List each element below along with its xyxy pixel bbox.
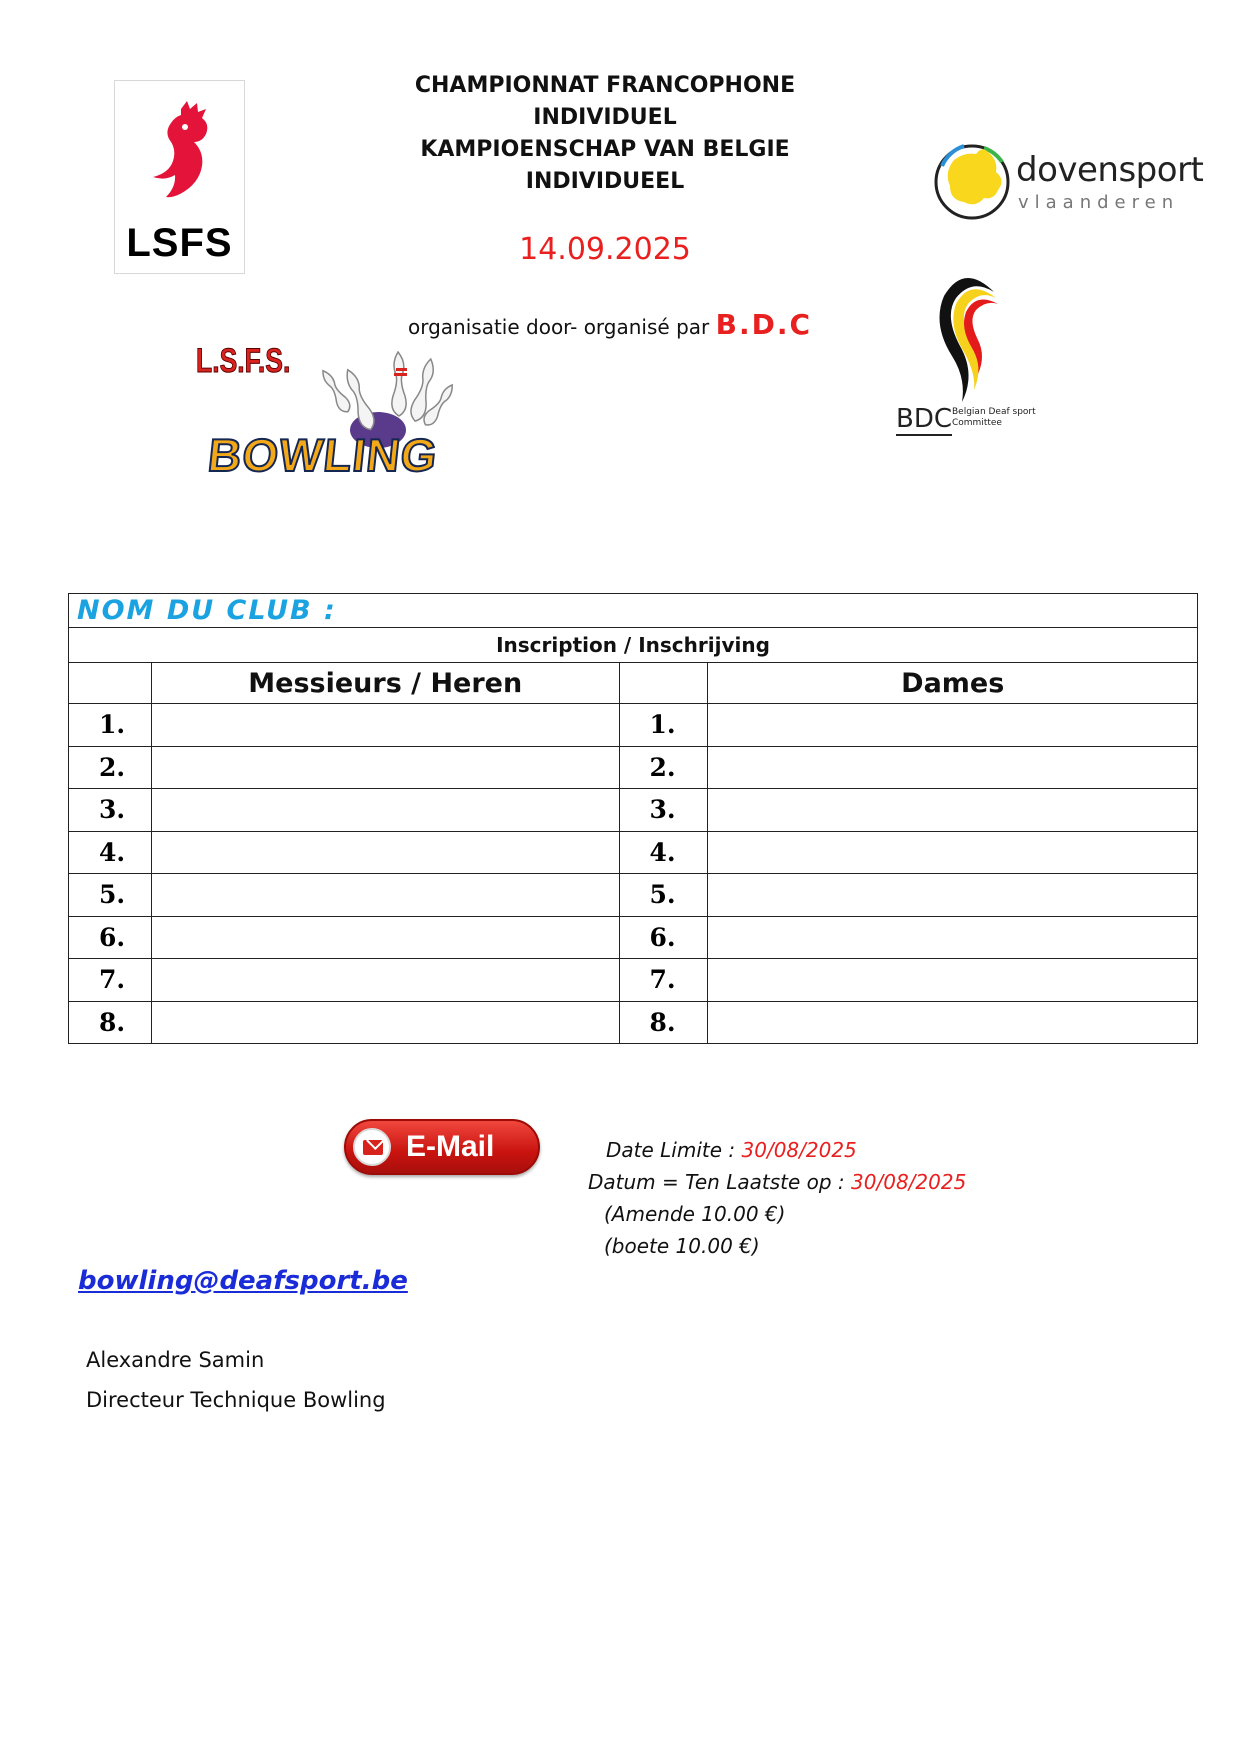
- entry-row: [69, 1001, 1198, 1044]
- rooster-icon: [135, 99, 225, 219]
- entry-row: [69, 959, 1198, 1002]
- deadline-block: [588, 1134, 1108, 1262]
- men-entry-field[interactable]: [151, 916, 619, 959]
- fine-nl: (boete 10.00 €): [604, 1234, 760, 1258]
- bdc-name-line: Belgian Deaf sport: [952, 407, 1036, 417]
- signer-name: Alexandre Samin: [86, 1348, 265, 1372]
- deadline-line-fr: [588, 1134, 1108, 1166]
- men-entry-field[interactable]: [151, 1001, 619, 1044]
- women-row-number: 4.: [619, 831, 708, 874]
- entry-row: [69, 789, 1198, 832]
- dovensport-logo: [932, 140, 1202, 230]
- event-date: 14.09.2025: [519, 232, 691, 267]
- dovensport-subtitle: vlaanderen: [1018, 192, 1180, 213]
- email-button[interactable]: [344, 1119, 540, 1175]
- bdc-full-name: [952, 407, 1036, 429]
- men-row-number: 1.: [69, 704, 152, 747]
- fine-fr: (Amende 10.00 €): [604, 1202, 786, 1226]
- header-blank-cell: [69, 663, 152, 704]
- title-line: KAMPIOENSCHAP VAN BELGIE: [420, 137, 790, 162]
- men-entry-field[interactable]: [151, 874, 619, 917]
- men-entry-field[interactable]: [151, 746, 619, 789]
- club-name-row: [69, 594, 1198, 628]
- women-row-number: 2.: [619, 746, 708, 789]
- women-row-number: 3.: [619, 789, 708, 832]
- women-row-number: 1.: [619, 704, 708, 747]
- men-row-number: 4.: [69, 831, 152, 874]
- email-button-label: E-Mail: [406, 1130, 495, 1163]
- email-link[interactable]: bowling@deafsport.be: [78, 1266, 408, 1296]
- men-entry-field[interactable]: [151, 831, 619, 874]
- men-row-number: 7.: [69, 959, 152, 1002]
- women-column-header: Dames: [708, 663, 1198, 704]
- women-entry-field[interactable]: [708, 704, 1198, 747]
- bowling-logo-prefix: L.S.F.S.: [196, 342, 291, 380]
- signature-block: [86, 1340, 386, 1420]
- deadline-label-fr: Date Limite :: [606, 1138, 742, 1162]
- entry-row: [69, 831, 1198, 874]
- section-label: Inscription / Inschrijving: [69, 628, 1198, 663]
- women-row-number: 7.: [619, 959, 708, 1002]
- men-row-number: 2.: [69, 746, 152, 789]
- entry-row: [69, 704, 1198, 747]
- header-blank-cell: [619, 663, 708, 704]
- lsfs-logo: [114, 80, 245, 274]
- club-name-field[interactable]: NOM DU CLUB :: [69, 594, 1198, 628]
- women-entry-field[interactable]: [708, 1001, 1198, 1044]
- women-entry-field[interactable]: [708, 959, 1198, 1002]
- men-entry-field[interactable]: [151, 959, 619, 1002]
- entry-row: [69, 916, 1198, 959]
- bdc-logo: [896, 270, 1046, 440]
- organiser-line: [330, 308, 890, 341]
- men-column-header: Messieurs / Heren: [151, 663, 619, 704]
- men-entry-field[interactable]: [151, 704, 619, 747]
- bdc-name-line: Committee: [952, 418, 1002, 428]
- entry-row: [69, 746, 1198, 789]
- title-line: INDIVIDUEEL: [525, 169, 685, 194]
- women-entry-field[interactable]: [708, 746, 1198, 789]
- women-row-number: 8.: [619, 1001, 708, 1044]
- bdc-short-name: BDC: [896, 404, 953, 434]
- women-entry-field[interactable]: [708, 831, 1198, 874]
- deadline-date-nl: 30/08/2025: [851, 1170, 967, 1194]
- men-row-number: 6.: [69, 916, 152, 959]
- men-entry-field[interactable]: [151, 789, 619, 832]
- lsfs-logo-text: LSFS: [126, 221, 233, 265]
- deadline-label-nl: Datum = Ten Laatste op :: [588, 1170, 852, 1194]
- women-entry-field[interactable]: [708, 916, 1198, 959]
- women-entry-field[interactable]: [708, 789, 1198, 832]
- organiser-name: B.D.C: [715, 308, 813, 341]
- column-header-row: [69, 663, 1198, 704]
- bowling-logo: [188, 338, 458, 488]
- section-row: [69, 628, 1198, 663]
- women-row-number: 6.: [619, 916, 708, 959]
- signer-role: Directeur Technique Bowling: [86, 1388, 386, 1412]
- women-entry-field[interactable]: [708, 874, 1198, 917]
- bowling-logo-word: BOWLING: [205, 429, 441, 481]
- entry-row: [69, 874, 1198, 917]
- deadline-line-nl: [588, 1166, 1108, 1198]
- dovensport-emblem-icon: [932, 140, 1016, 226]
- title-line: INDIVIDUEL: [533, 105, 677, 130]
- dovensport-name: dovensport: [1016, 150, 1204, 190]
- bdc-flame-icon: [934, 270, 1004, 406]
- championship-title: [380, 70, 830, 198]
- organiser-prefix: organisatie door- organisé par: [407, 315, 716, 339]
- title-line: CHAMPIONNAT FRANCOPHONE: [414, 73, 796, 98]
- men-row-number: 5.: [69, 874, 152, 917]
- men-row-number: 3.: [69, 789, 152, 832]
- men-row-number: 8.: [69, 1001, 152, 1044]
- envelope-icon: [353, 1128, 391, 1166]
- registration-form: [68, 593, 1198, 1044]
- deadline-date-fr: 30/08/2025: [741, 1138, 857, 1162]
- women-row-number: 5.: [619, 874, 708, 917]
